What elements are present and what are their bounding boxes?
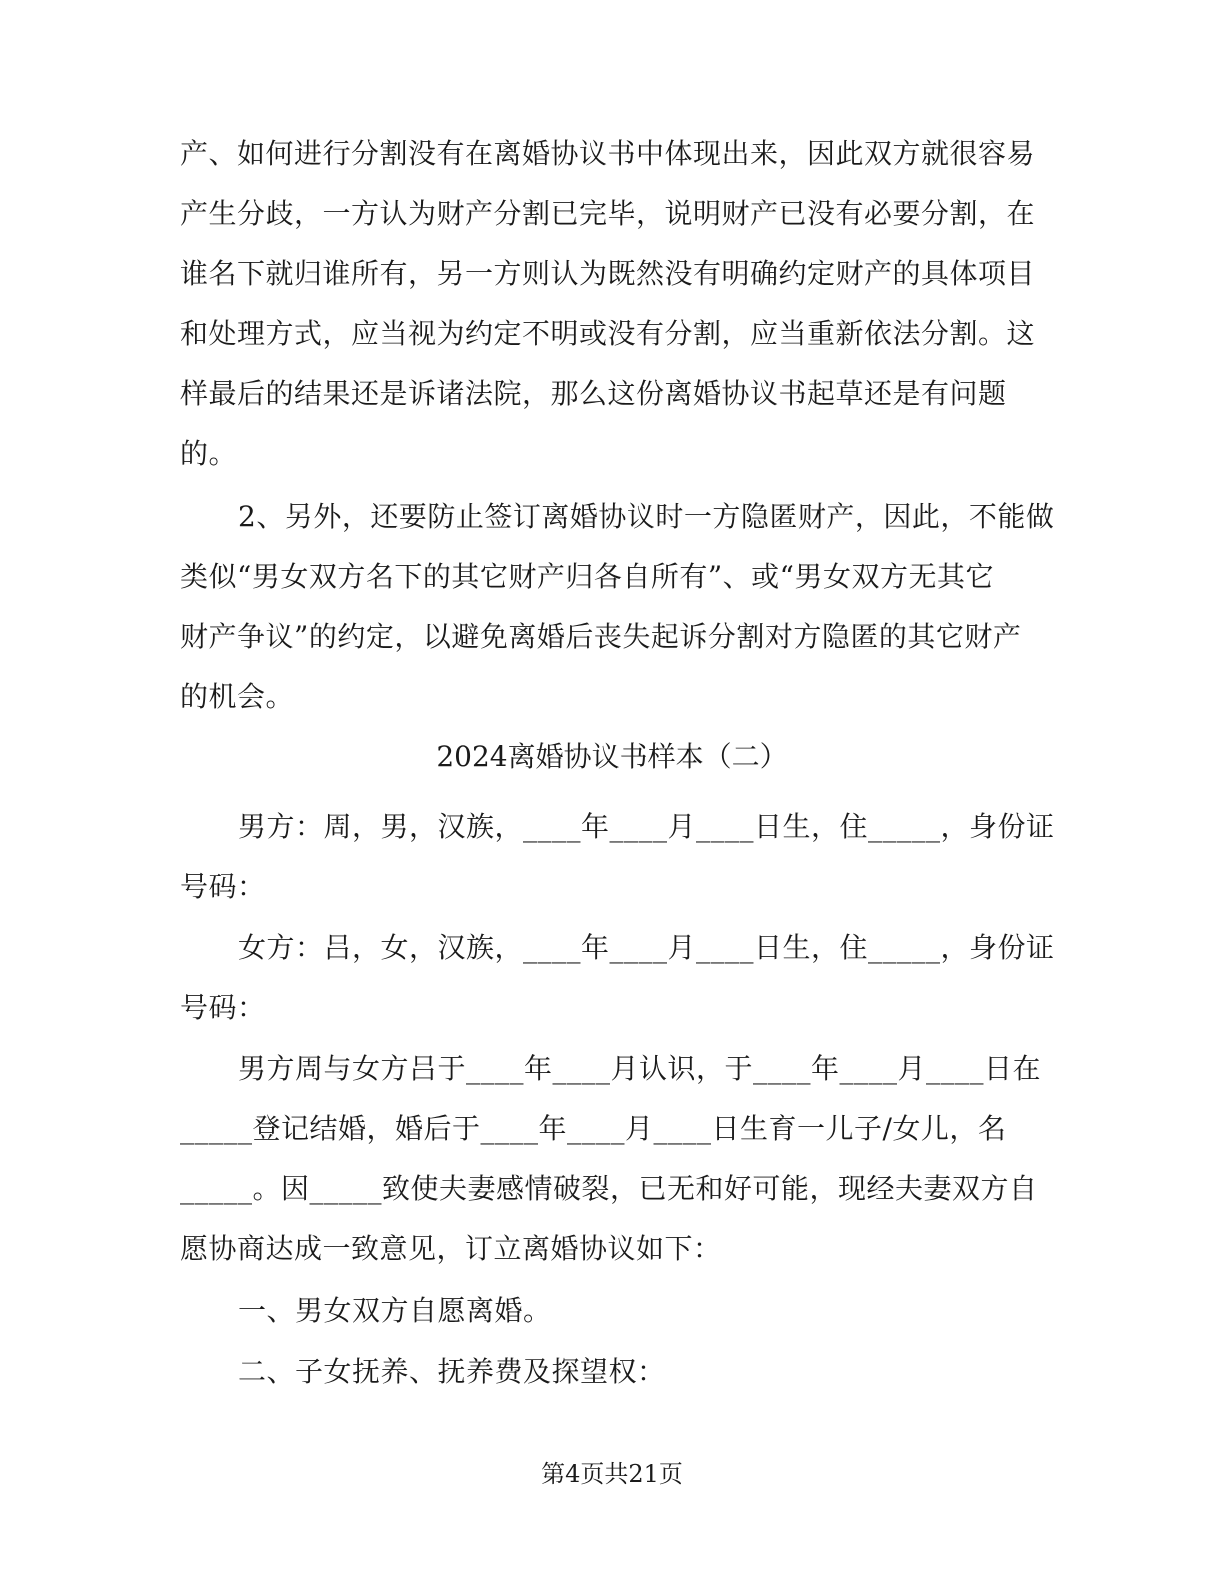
section-title: 2024离婚协议书样本（二）	[436, 740, 788, 773]
paragraph-line: 产生分歧，一方认为财产分割已完毕，说明财产已没有必要分割，在	[180, 197, 1036, 230]
list-item: 一、男女双方自愿离婚。	[238, 1294, 552, 1327]
paragraph-line: 产、如何进行分割没有在离婚协议书中体现出来，因此双方就很容易	[180, 137, 1036, 170]
paragraph-line: 号码：	[180, 870, 266, 903]
paragraph-line: 男方周与女方吕于____年____月认识，于____年____月____日在	[238, 1052, 1042, 1085]
page-number: 第4页共21页	[541, 1460, 683, 1488]
paragraph-line: 和处理方式，应当视为约定不明或没有分割，应当重新依法分割。这	[180, 317, 1036, 350]
paragraph-line: 样最后的结果还是诉诸法院，那么这份离婚协议书起草还是有问题	[180, 377, 1007, 410]
paragraph-line: 谁名下就归谁所有，另一方则认为既然没有明确约定财产的具体项目	[180, 257, 1036, 290]
paragraph-line: 女方：吕，女，汉族，____年____月____日生，住_____，身份证	[238, 931, 1055, 964]
paragraph-line: _____。因_____致使夫妻感情破裂，已无和好可能，现经夫妻双方自	[180, 1172, 1038, 1205]
paragraph-line: 号码：	[180, 991, 266, 1024]
paragraph-line: _____登记结婚，婚后于____年____月____日生育一儿子/女儿，名	[180, 1112, 1007, 1145]
paragraph-line: 的。	[180, 437, 238, 470]
paragraph-line: 财产争议”的约定，以避免离婚后丧失起诉分割对方隐匿的其它财产	[180, 620, 1022, 653]
list-item: 二、子女抚养、抚养费及探望权：	[238, 1355, 666, 1388]
paragraph-line: 2、另外，还要防止签订离婚协议时一方隐匿财产，因此，不能做	[238, 500, 1055, 533]
paragraph-line: 愿协商达成一致意见，订立离婚协议如下：	[180, 1232, 722, 1265]
paragraph-line: 的机会。	[180, 680, 295, 713]
paragraph-line: 男方：周，男，汉族，____年____月____日生，住_____，身份证	[238, 810, 1055, 843]
paragraph-line: 类似“男女双方名下的其它财产归各自所有”、或“男女双方无其它	[180, 560, 994, 593]
